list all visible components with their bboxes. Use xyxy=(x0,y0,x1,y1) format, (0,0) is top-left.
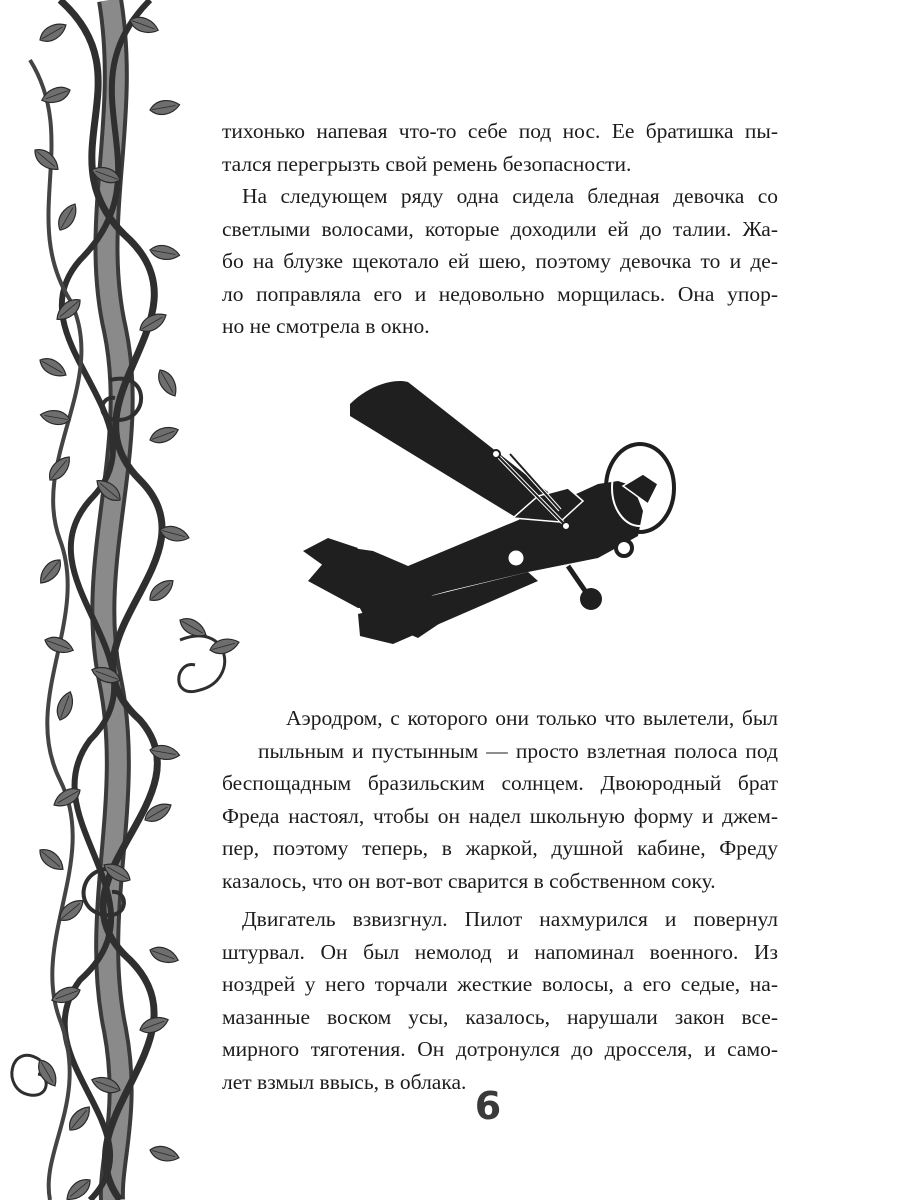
text-line: На следующем ряду одна сидела бледная девочка со xyxy=(242,184,778,208)
text-block-lower xyxy=(222,702,778,1098)
text-block-upper xyxy=(222,115,778,343)
page-number: 6 xyxy=(474,1084,502,1128)
text-line: штурвал. Он был немолод и напоминал военного. Из xyxy=(222,939,778,964)
text-line: но не смотрела в окно. xyxy=(222,314,430,338)
text-line: ноздрей у него торчали жесткие волосы, а его седые, на- xyxy=(222,972,778,996)
text-line: Двигатель взвизгнул. Пилот нахмурился и повернул xyxy=(242,907,778,931)
text-line: светлыми волосами, которые доходили ей до талии. Жа- xyxy=(222,216,778,241)
text-line: Аэродром, с которого они только что вылетели, был xyxy=(286,706,778,730)
text-line: мазанные воском усы, казалось, нарушали закон все- xyxy=(222,1004,778,1029)
text-line: пыльным и пустынным — просто взлетная полоса под xyxy=(258,738,778,763)
text-line: Фреда настоял, чтобы он надел школьную форму и джем- xyxy=(222,803,778,828)
text-line: беспощадным бразильским солнцем. Двоюродный брат xyxy=(222,771,778,795)
text-line: лет взмыл ввысь, в облака. xyxy=(222,1069,467,1094)
text-line: ло поправляла его и недовольно морщилась. Она упор- xyxy=(222,281,778,306)
text-line: бо на блузке щекотало ей шею, поэтому девочка то и де- xyxy=(222,249,778,273)
vine-border-illustration xyxy=(0,0,250,1200)
text-line: тихонько напевая что-то себе под нос. Ее братишка пы- xyxy=(222,119,778,143)
text-line: казалось, что он вот-вот сварится в собственном соку. xyxy=(222,868,716,893)
airplane-illustration xyxy=(298,376,738,656)
text-line: мирного тяготения. Он дотронулся до дросселя, и само- xyxy=(222,1037,778,1061)
text-line: тался перегрызть свой ремень безопасности. xyxy=(222,151,632,176)
text-line: пер, поэтому теперь, в жаркой, душной кабине, Фреду xyxy=(222,836,778,860)
